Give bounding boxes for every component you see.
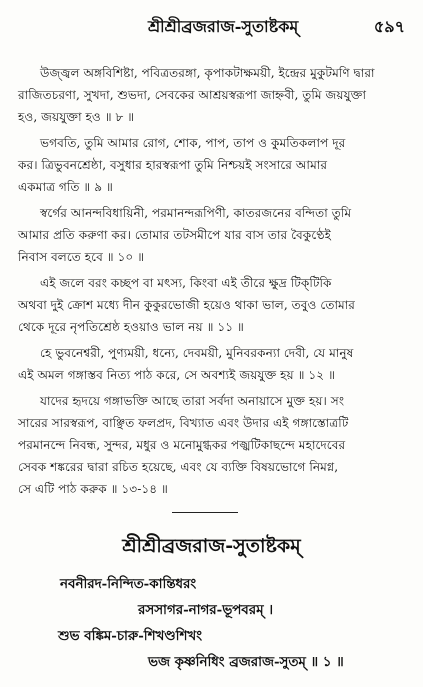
text-line: রাজিতচরণা, সুখদা, শুভদা, সেবকের আশ্রয়স্বরূপা জাহ্নবী, তুমি জয়যুক্তা — [18, 88, 366, 102]
text-line: একমাত্র গতি ॥ ৯ ॥ — [18, 180, 113, 194]
text-line: থেকে দূরে নৃপতিশ্রেষ্ঠ হওয়াও ভাল নয় ॥ ১১ ॥ — [18, 320, 244, 334]
text-line: স্বর্গের আনন্দবিধায়িনী, পরমানন্দরূপিণী, কাতরজনের বন্দিতা তুমি — [40, 206, 352, 220]
paragraph — [18, 132, 404, 198]
section-divider — [172, 512, 238, 513]
text-line: অথবা দুই ক্রোশ মধ্যে দীন কুকুরভোজী হয়েও থাকা ভাল, তবুও তোমার — [18, 298, 356, 312]
text-line: সারের সারস্বরূপ, বাঞ্ছিত ফলপ্রদ, বিখ্যাত এবং উদার এই গঙ্গাস্তোত্রটি — [18, 416, 349, 430]
text-line: আমার প্রতি করুণা কর। তোমার তটসমীপে যার বাস তার বৈকুণ্ঠেই — [18, 228, 332, 242]
translation-text — [18, 62, 404, 504]
running-title: শ্রীশ্রীব্রজরাজ-সুতাষ্টকম্ — [148, 17, 299, 36]
text-line: কর। ত্রিভুবনশ্রেষ্ঠা, বসুধার হারস্বরূপা তুমি নিশ্চয়ই সংসারে আমার — [18, 158, 328, 172]
text-line: হে ভুবনেশ্বরী, পুণ্যময়ী, ধন্যে, দেবময়ী, মুনিবরকন্যা দেবী, যে মানুষ — [40, 346, 354, 360]
text-line: এই অমল গঙ্গাস্তব নিত্য পাঠ করে, সে অবশ্যই জয়যুক্ত হয় ॥ ১২ ॥ — [18, 368, 335, 382]
text-line: পরমানন্দে নিবন্ধ, সুন্দর, মধুর ও মনোমুগ্ধকর পজ্ঝটিকাছন্দে মহাদেবের — [18, 438, 346, 452]
text-line: এই জলে বরং কচ্ছপ বা মৎস্য, কিংবা এই তীরে ক্ষুদ্র টিক্‌টিকি — [40, 276, 332, 290]
text-line: যাদের হৃদয়ে গঙ্গাভক্তি আছে তারা সর্বদা অনায়াসে মুক্ত হয়। সং — [40, 394, 345, 408]
text-line: হও, জয়যুক্তা হও ॥ ৮ ॥ — [18, 110, 135, 124]
verse-line: নবনীরদ-নিন্দিত-কান্তিধরং — [60, 576, 197, 592]
paragraph — [18, 342, 404, 386]
text-line: নিবাস বলতে হবে ॥ ১০ ॥ — [18, 250, 145, 264]
verse-line: রসসাগর-নাগর-ভূপবরম্ । — [138, 602, 273, 618]
verse-line: শুভ বঙ্কিম-চারু-শিখণ্ডশিখং — [58, 628, 202, 644]
section-title: শ্রীশ্রীব্রজরাজ-সুতাষ্টকম্ — [122, 535, 301, 557]
text-line: সে এটি পাঠ করুক ॥ ১৩-১৪ ॥ — [18, 482, 168, 496]
page-header — [0, 14, 423, 40]
paragraph — [18, 390, 404, 500]
verse-line: ভজ কৃষ্ণনিধিং ব্রজরাজ-সুতম্ ॥ ১ ॥ — [148, 654, 344, 670]
text-line: সেবক শঙ্করের দ্বারা রচিত হয়েছে, এবং যে ব্যক্তি বিষয়ভোগে নিমগ্ন, — [18, 460, 339, 474]
paragraph — [18, 202, 404, 268]
text-line: উজ্জ্বল অঙ্গবিশিষ্টা, পবিত্রতরঙ্গা, কৃপাকটাক্ষময়ী, ইন্দ্রের মুকুটমণি দ্বারা — [40, 66, 375, 80]
text-line: ভগবতি, তুমি আমার রোগ, শোক, পাপ, তাপ ও কুমতিকলাপ দূর — [40, 136, 346, 150]
paragraph — [18, 272, 404, 338]
page-number: ৫৯৭ — [373, 17, 405, 36]
paragraph — [18, 62, 404, 128]
